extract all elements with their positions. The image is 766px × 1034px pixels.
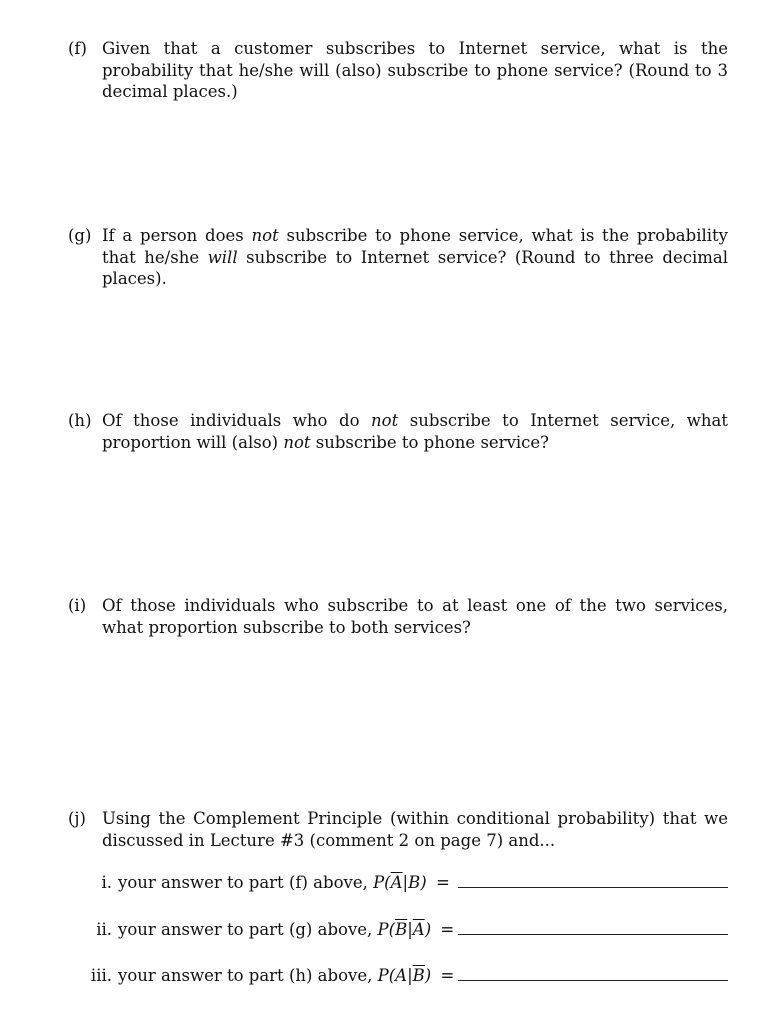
answer-blank-ii[interactable] (458, 934, 728, 935)
question-label: (g) (68, 226, 92, 245)
question-i (68, 595, 728, 638)
subpart-i: i. your answer to part (f) above, $P(\overline{A}|B)$ = (82, 872, 450, 894)
subpart-text: your answer to part (h) above, (118, 966, 378, 985)
question-label: (j) (68, 809, 86, 828)
question-f (68, 38, 728, 103)
question-g (68, 225, 728, 290)
probability-expression: $P(A|\overline{B})$ (377, 966, 432, 985)
question-text: Of those individuals who subscribe to at least one of the two services, what proportion subscribe to both services? (102, 596, 728, 637)
subpart-numeral: i. (101, 873, 112, 892)
answer-blank-i[interactable] (458, 887, 728, 888)
question-text: If a person does not subscribe to phone service, what is the probability that he/she will subscribe to Internet service? (Round to three decimal places). (102, 226, 728, 288)
question-text: Using the Complement Principle (within conditional probability) that we discussed in Lecture #3 (comment 2 on page 7) and... (102, 809, 728, 850)
probability-expression: $P(\overline{B}|\overline{A})$ (377, 920, 432, 939)
question-label: (h) (68, 411, 92, 430)
subpart-text: your answer to part (g) above, (118, 920, 378, 939)
answer-blank-iii[interactable] (458, 980, 728, 981)
subpart-iii: iii. your answer to part (h) above, $P(A|\overline{B})$ = (82, 965, 454, 987)
subpart-text: your answer to part (f) above, (118, 873, 374, 892)
subpart-ii: ii. your answer to part (g) above, $P(\overline{B}|\overline{A})$ = (82, 919, 454, 941)
question-h (68, 410, 728, 453)
question-label: (f) (68, 39, 87, 58)
question-label: (i) (68, 596, 87, 615)
question-j (68, 808, 728, 851)
question-text: Of those individuals who do not subscribe to Internet service, what proportion will (also) not subscribe to phone service? (102, 411, 728, 452)
probability-expression: $P(\overline{A}|B)$ (373, 873, 427, 892)
question-text: Given that a customer subscribes to Internet service, what is the probability that he/she will (also) subscribe to phone service? (Round to 3 decimal places.) (102, 39, 728, 101)
subpart-numeral: iii. (90, 966, 112, 985)
subpart-numeral: ii. (96, 920, 112, 939)
